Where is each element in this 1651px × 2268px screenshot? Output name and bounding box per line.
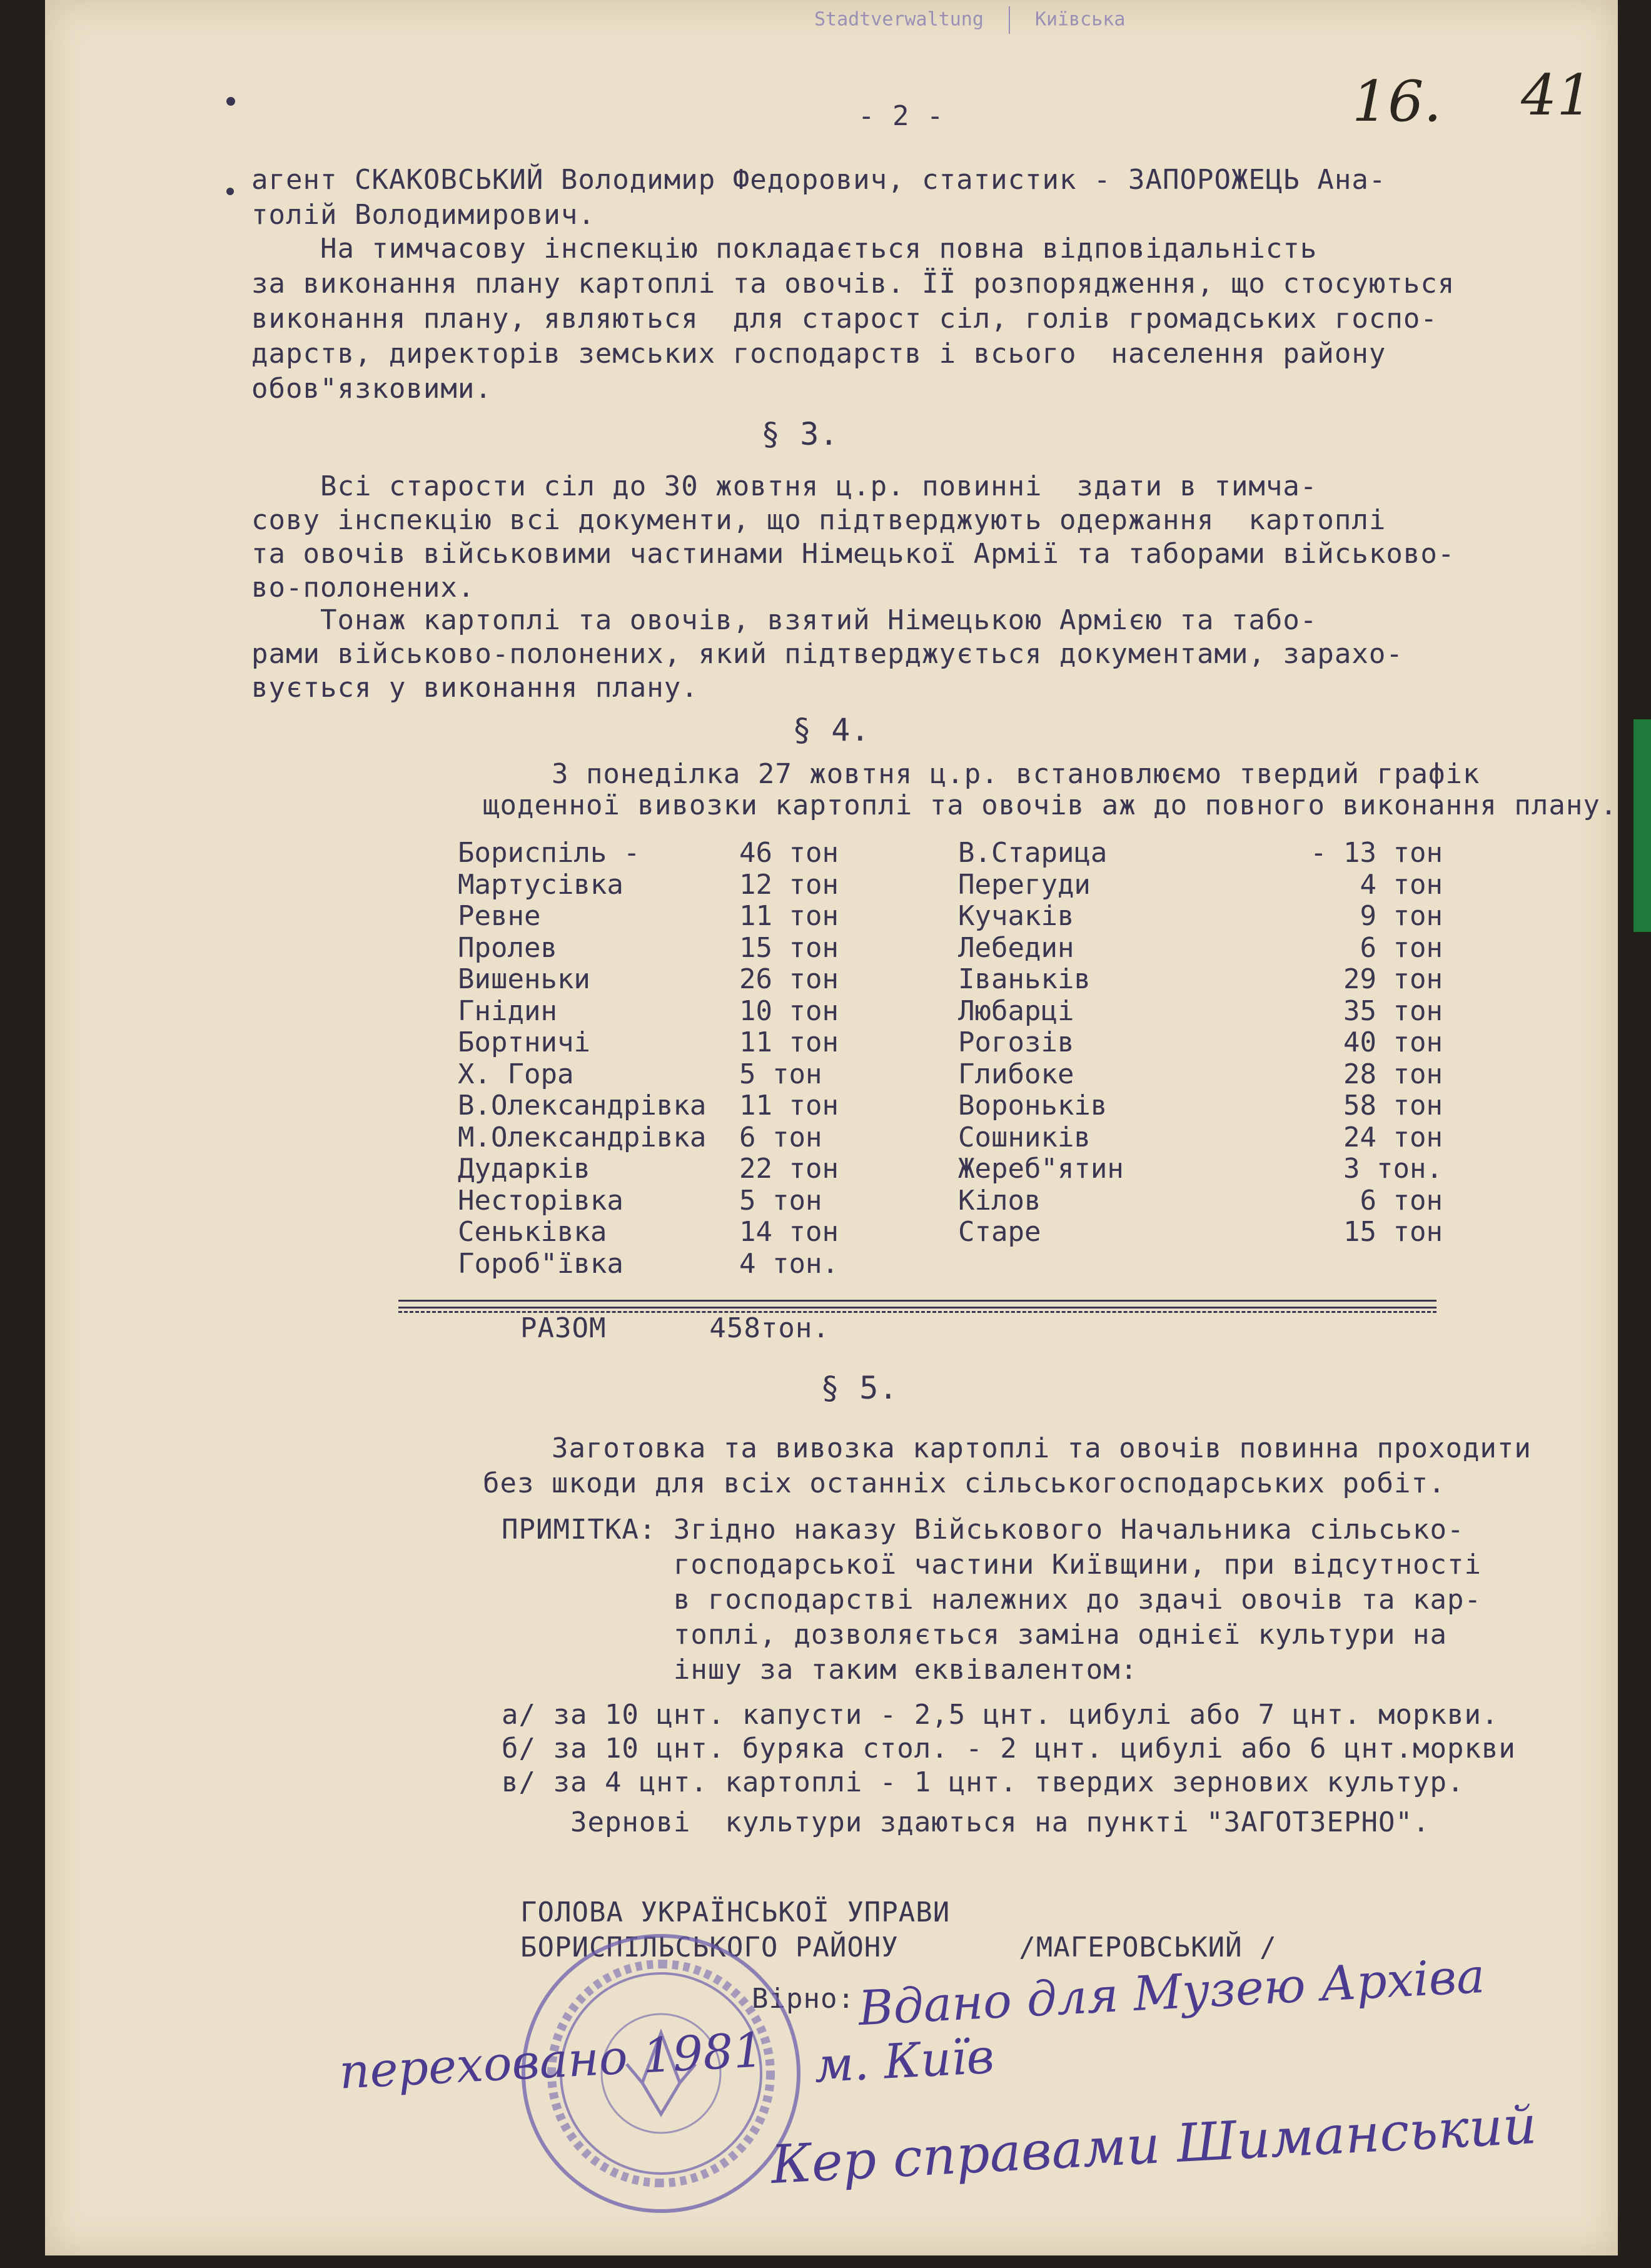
table-cell-village: Кучаків: [958, 900, 1074, 932]
text-line: во-полонених.: [251, 572, 475, 604]
handwritten-note: м. Київ: [812, 2028, 996, 2093]
table-cell-village: Несторівка: [458, 1184, 624, 1217]
table-cell-village: Гороб"ївка: [458, 1247, 624, 1280]
section-heading-3: § 3.: [761, 416, 839, 452]
table-left-villages: [458, 837, 745, 1279]
text-line: Заготовка та вивозка картоплі та овочів повинна проходити: [483, 1432, 1532, 1464]
table-cell-village: Перегуди: [958, 868, 1091, 901]
table-cell-amount: 6 тон: [1360, 931, 1443, 964]
table-right-villages: [958, 837, 1221, 1248]
text-line: толій Володимирович.: [251, 199, 595, 231]
table-cell-amount: 14 тон: [739, 1216, 839, 1248]
signature-line: БОРИСПІЛЬСЬКОГО РАЙОНУ /МАГЕРОВСЬКИЙ /: [520, 1931, 1277, 1963]
table-cell-amount: 15 тон: [739, 931, 839, 964]
double-rule-divider: [398, 1300, 1436, 1309]
table-cell-amount: 4 тон.: [739, 1247, 839, 1280]
table-cell-village: Сеньківка: [458, 1216, 607, 1248]
text-line: рами військово-полонених, який підтверджується документами, зарахо-: [251, 638, 1403, 670]
note-line: іншу за таким еквівалентом:: [502, 1654, 1138, 1686]
table-cell-village: Гнідин: [458, 995, 557, 1027]
handwritten-note: Вдано для Музею Архіва: [857, 1947, 1487, 2037]
text-line: без шкоди для всіх останніх сільськогосподарських робіт.: [483, 1467, 1446, 1499]
table-cell-village: Сошників: [958, 1121, 1091, 1153]
table-cell-amount: 5 тон: [739, 1058, 822, 1090]
table-cell-village: В.Старица: [958, 837, 1108, 869]
total-line: РАЗОМ 458тон.: [520, 1312, 830, 1344]
folio-alt-number: 41: [1521, 63, 1593, 128]
text-line: сову інспекцію всі документи, що підтверджують одержання картоплі: [251, 504, 1386, 536]
table-cell-amount: 46 тон: [739, 837, 839, 869]
note-line: господарської частини Київщини, при відсутності: [502, 1549, 1482, 1581]
table-cell-amount: 35 тон: [1343, 995, 1443, 1027]
table-cell-village: Бориспіль -: [458, 837, 640, 869]
handwritten-signature: Кер справами Шиманський: [769, 2093, 1538, 2196]
hole-punch-icon: [226, 188, 234, 195]
note-line: топлі, дозволяється заміна однієї культури на: [502, 1619, 1447, 1651]
table-cell-amount: 26 тон: [739, 963, 839, 995]
table-cell-village: Лебедин: [958, 931, 1074, 964]
table-cell-village: Вороньків: [958, 1090, 1108, 1121]
table-cell-village: Глибоке: [958, 1058, 1074, 1090]
table-cell-village: Ревне: [458, 900, 541, 932]
text-line: На тимчасову інспекцію покладається повна відповідальність: [251, 233, 1318, 265]
table-cell-village: Кілов: [958, 1184, 1041, 1217]
table-cell-amount: 29 тон: [1343, 963, 1443, 995]
stamp-left-text: Stadtverwaltung: [814, 8, 984, 31]
table-cell-village: Мартусівка: [458, 868, 624, 901]
text-line: вується у виконання плану.: [251, 672, 699, 704]
table-cell-amount: 4 тон: [1360, 868, 1443, 901]
table-cell-amount: 15 тон: [1343, 1216, 1443, 1248]
table-cell-amount: 3 тон.: [1343, 1153, 1443, 1185]
table-right-amounts: [1255, 837, 1443, 1248]
equivalent-item: а/ за 10 цнт. капусти - 2,5 цнт. цибулі або 7 цнт. моркви.: [502, 1699, 1499, 1731]
archive-stamp-header: [814, 6, 1125, 34]
text-line: щоденної вивозки картоплі та овочів аж до повного виконання плану.: [483, 789, 1618, 821]
text-line: та овочів військовими частинами Німецької Армії та таборами військово-: [251, 538, 1455, 570]
text-line: обов"язковими.: [251, 373, 492, 405]
table-cell-village: Дударків: [458, 1153, 590, 1185]
text-line: за виконання плану картоплі та овочів. ЇЇ розпорядження, що стосуються: [251, 268, 1455, 300]
table-cell-village: Іваньків: [958, 963, 1091, 995]
table-cell-amount: 24 тон: [1343, 1121, 1443, 1153]
table-cell-amount: 6 тон: [1360, 1184, 1443, 1217]
section-heading-5: § 5.: [820, 1370, 899, 1406]
folio-number: 16.: [1352, 69, 1442, 134]
equivalent-item: б/ за 10 цнт. буряка стол. - 2 цнт. цибулі або 6 цнт.моркви: [502, 1733, 1516, 1764]
table-cell-amount: 6 тон: [739, 1121, 822, 1153]
table-cell-village: Х. Гора: [458, 1058, 574, 1090]
table-cell-village: Бортничі: [458, 1026, 590, 1058]
table-cell-village: Рогозів: [958, 1026, 1074, 1058]
archive-tab: [1633, 719, 1651, 932]
true-copy-label: Вірно:: [752, 1983, 855, 2015]
table-cell-amount: 10 тон: [739, 995, 839, 1027]
document-page: [45, 0, 1618, 2255]
table-cell-amount: 28 тон: [1343, 1058, 1443, 1090]
table-cell-village: Жереб"ятин: [958, 1153, 1124, 1185]
table-left-amounts: [739, 837, 902, 1279]
table-cell-amount: 12 тон: [739, 868, 839, 901]
text-line: агент СКАКОВСЬКИЙ Володимир Федорович, статистик - ЗАПОРОЖЕЦЬ Ана-: [251, 164, 1386, 196]
text-line: дарств, директорів земських господарств і всього населення району: [251, 338, 1386, 370]
stamp-right-text: Київська: [1034, 8, 1126, 31]
handwritten-note: переховано 1981: [338, 2022, 765, 2100]
table-cell-village: Пролев: [458, 931, 557, 964]
section-heading-4: § 4.: [792, 712, 871, 748]
table-cell-amount: 5 тон: [739, 1184, 822, 1217]
table-cell-village: В.Олександрівка: [458, 1090, 707, 1121]
table-cell-village: Старе: [958, 1216, 1041, 1248]
hole-punch-icon: [226, 97, 235, 106]
note-line: в господарстві належних до здачі овочів та кар-: [502, 1584, 1482, 1616]
table-cell-amount: 9 тон: [1360, 900, 1443, 932]
table-cell-village: М.Олександрівка: [458, 1121, 707, 1153]
text-line: виконання плану, являються для старост сіл, голів громадських госпо-: [251, 303, 1438, 335]
table-cell-village: Любарці: [958, 995, 1074, 1027]
table-cell-village: Вишеньки: [458, 963, 590, 995]
table-cell-amount: 11 тон: [739, 900, 839, 932]
text-line: Тонаж картоплі та овочів, взятий Німецькою Армією та табо-: [251, 604, 1318, 636]
table-cell-amount: 58 тон: [1343, 1090, 1443, 1121]
table-cell-amount: 22 тон: [739, 1153, 839, 1185]
text-line: Всі старости сіл до 30 жовтня ц.р. повинні здати в тимча-: [251, 470, 1318, 502]
equivalent-item: в/ за 4 цнт. картоплі - 1 цнт. твердих зернових культур.: [502, 1766, 1465, 1798]
signature-title: ГОЛОВА УКРАЇНСЬКОЇ УПРАВИ: [520, 1896, 951, 1928]
text-line: З понеділка 27 жовтня ц.р. встановлюємо твердий графік: [483, 758, 1480, 790]
table-cell-amount: 40 тон: [1343, 1026, 1443, 1058]
table-cell-amount: 11 тон: [739, 1090, 839, 1121]
note-line: ПРИМІТКА: Згідно наказу Військового Начальника сільсько-: [502, 1514, 1465, 1546]
table-cell-amount: - 13 тон: [1310, 837, 1443, 869]
table-cell-amount: 11 тон: [739, 1026, 839, 1058]
grain-note: Зернові культури здаються на пункті "ЗАГОТЗЕРНО".: [502, 1806, 1430, 1838]
page-number: - 2 -: [858, 100, 944, 132]
